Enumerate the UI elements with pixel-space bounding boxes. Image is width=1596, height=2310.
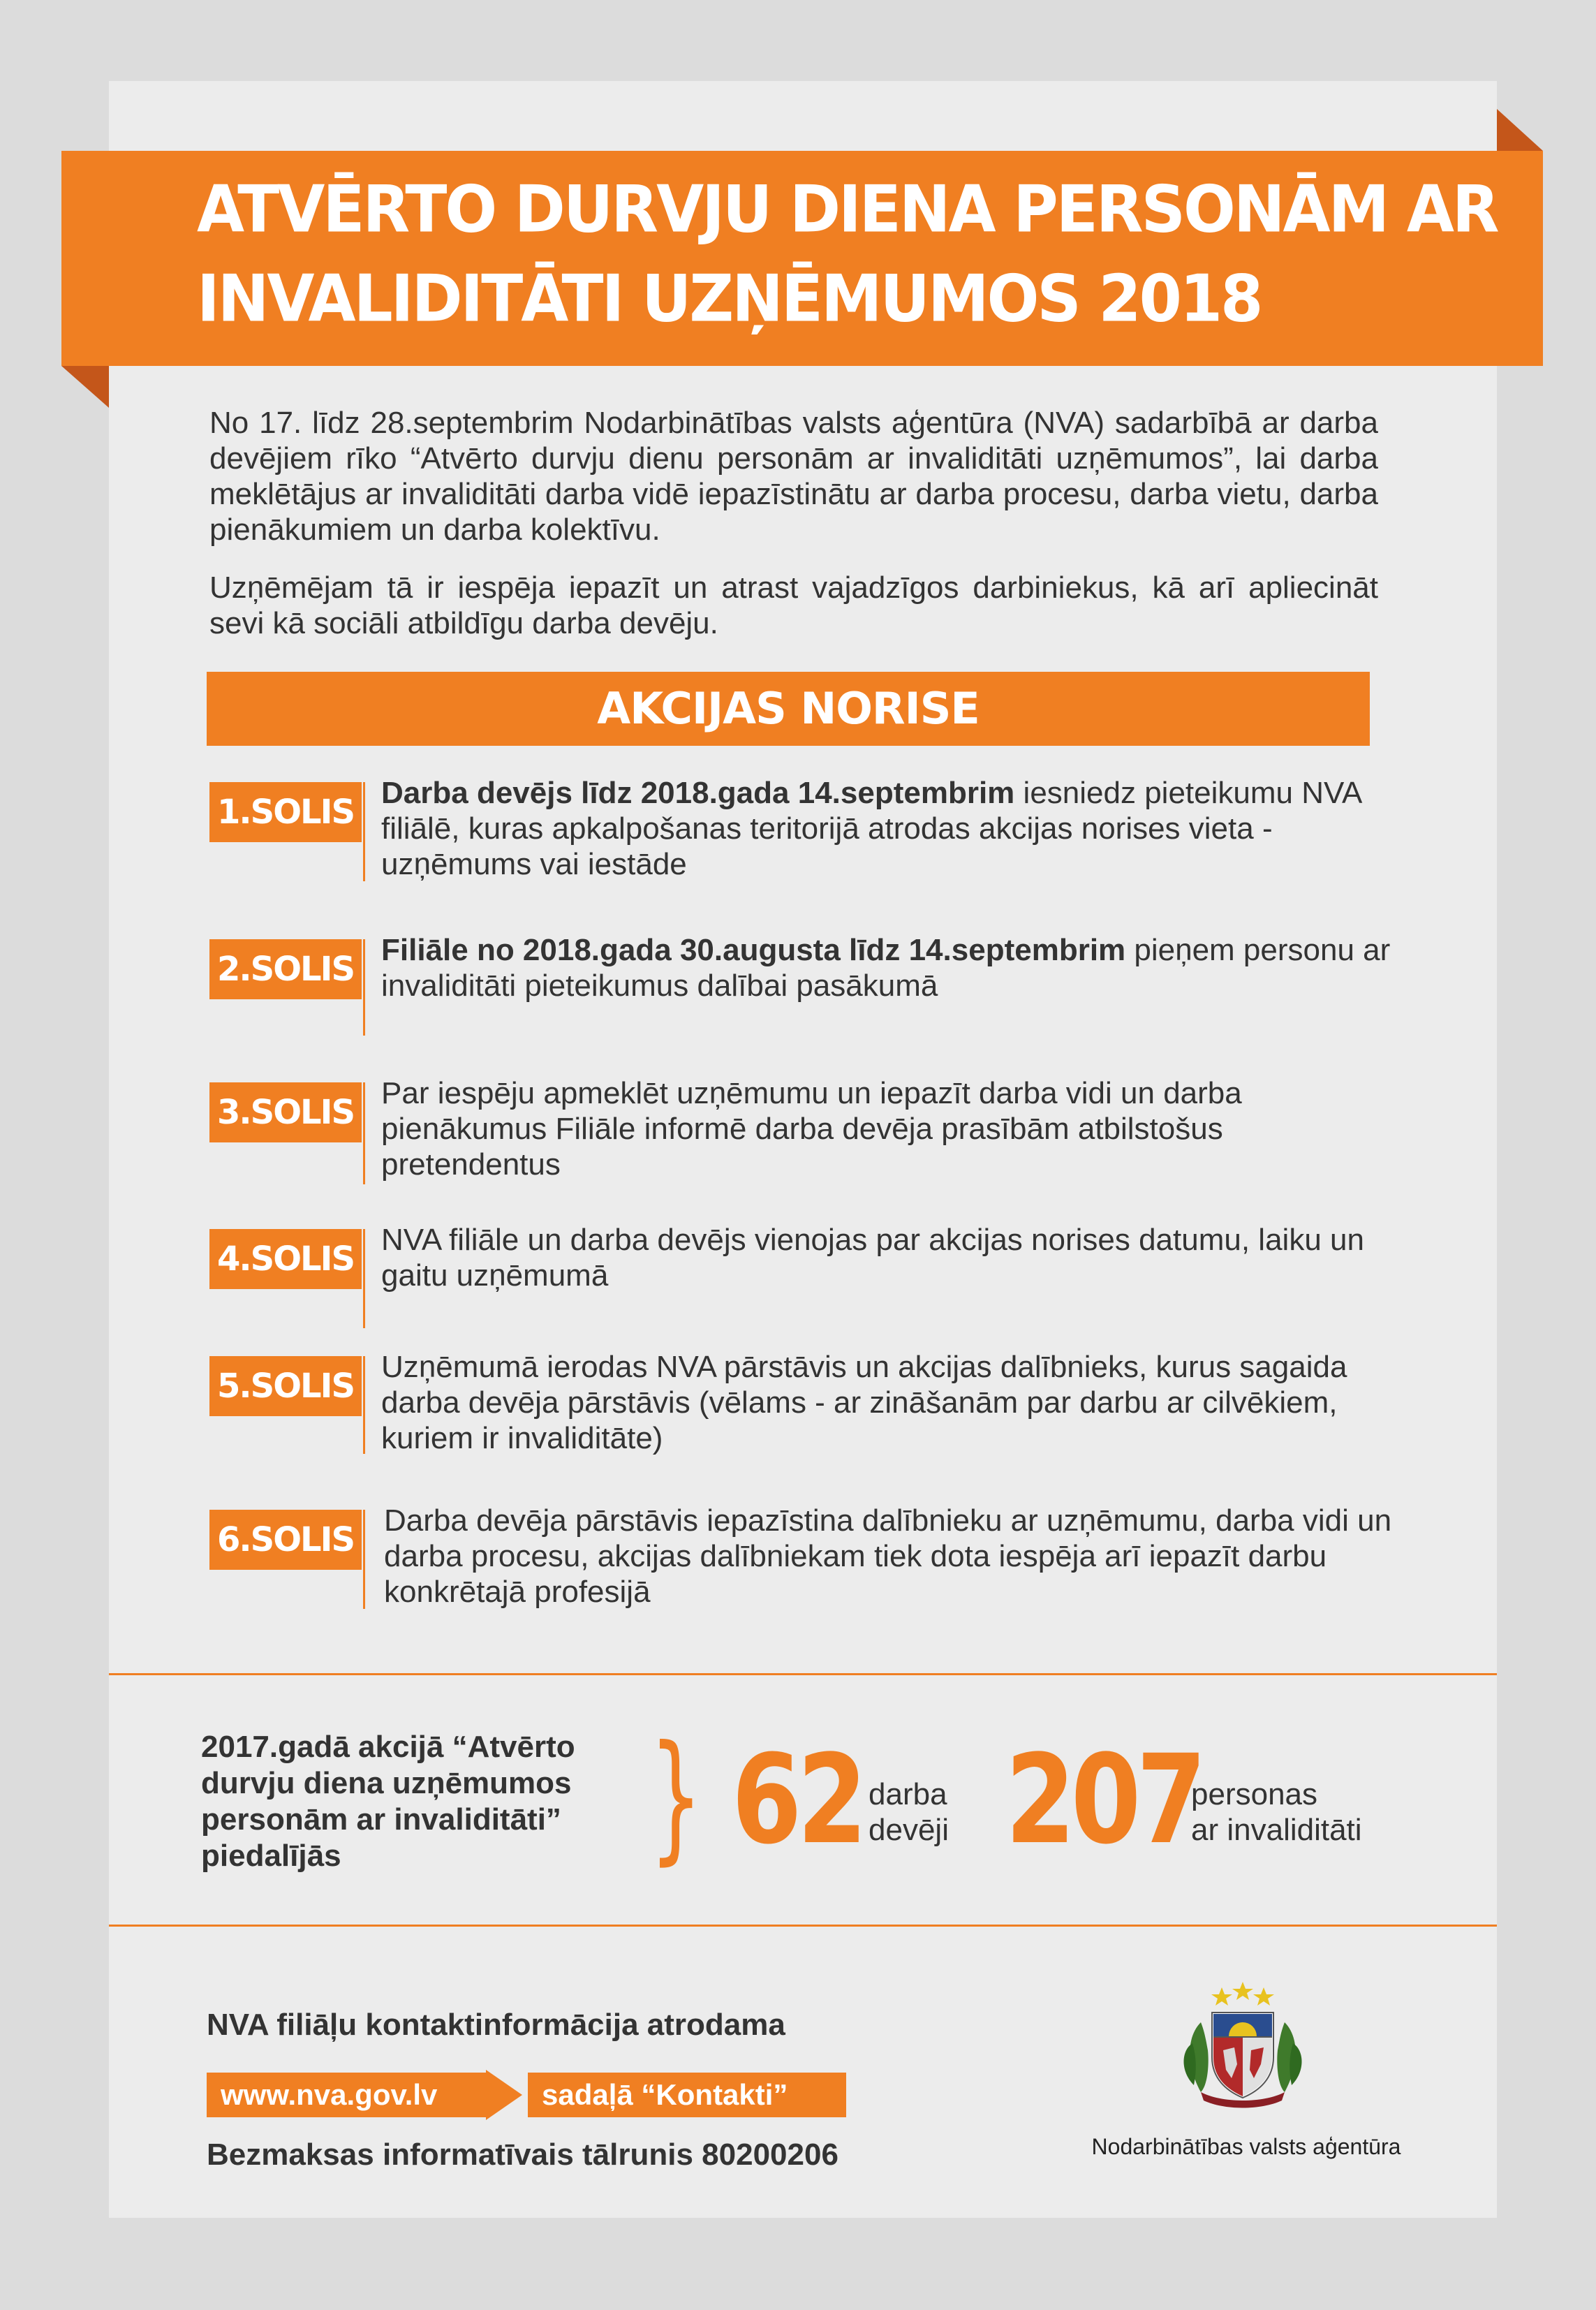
contacts-section-label: sadaļā “Kontakti” xyxy=(528,2073,846,2117)
step-badge: 1.SOLIS xyxy=(209,782,362,842)
step-divider-line xyxy=(363,782,365,881)
step-body-text: Uzņēmumā ierodas NVA pārstāvis un akcijas dalībnieks, kurus sagaida darba devēja pārstāvis (vēlams - ar zināšanām par darbu ar cilvēkiem, kuriem ir invaliditāte) xyxy=(381,1350,1347,1455)
intro-paragraph-1: No 17. līdz 28.septembrim Nodarbinātības valsts aģentūra (NVA) sadarbībā ar darba devējiem rīko “Atvērto durvju dienu personām ar invaliditāti uzņēmumos”, lai darba meklētājus ar invaliditāti darba vidē iepazīstinātu ar darba procesu, darba vietu, darba pienākumiem un darba kolektīvu. xyxy=(209,406,1378,547)
step-bold-text: Filiāle no 2018.gada 30.augusta līdz 14.septembrim xyxy=(381,933,1126,967)
step-body-text: Par iespēju apmeklēt uzņēmumu un iepazīt darba vidi un darba pienākumus Filiāle informē darba devēja prasībām atbilstošus pretendentus xyxy=(381,1076,1242,1182)
step-text xyxy=(381,1349,1394,1456)
step-badge: 6.SOLIS xyxy=(209,1510,362,1570)
step-divider-line xyxy=(363,1082,365,1184)
step-divider-line xyxy=(363,1229,365,1328)
step-text xyxy=(384,1503,1396,1610)
step-text xyxy=(381,1222,1394,1293)
intro-text xyxy=(209,405,1378,663)
website-link[interactable]: www.nva.gov.lv xyxy=(207,2073,486,2117)
divider-bottom xyxy=(109,1925,1497,1927)
step-divider-line xyxy=(363,1510,365,1609)
employers-label-line-1: darba xyxy=(869,1777,947,1811)
banner-fold-right xyxy=(1497,109,1543,151)
step-bold-text: Darba devējs līdz 2018.gada 14.septembrim xyxy=(381,776,1015,810)
latvia-coat-of-arms-icon xyxy=(1173,1980,1313,2113)
arrow-right-icon xyxy=(486,2070,522,2120)
banner-fold-left xyxy=(61,366,109,408)
step-body-text: pieņem personu ar invaliditāti pieteikumus dalībai pasākumā xyxy=(381,933,1391,1003)
employers-label-line-2: devēji xyxy=(869,1813,949,1847)
intro-paragraph-2: Uzņēmējam tā ir iespēja iepazīt un atrast vajadzīgos darbiniekus, kā arī apliecināt sevi kā sociāli atbildīgu darba devēju. xyxy=(209,571,1378,640)
step-badge: 5.SOLIS xyxy=(209,1356,362,1416)
hotline-text: Bezmaksas informatīvais tālrunis 80200206 xyxy=(207,2138,838,2172)
title-line-2: INVALIDITĀTI UZŅĒMUMOS 2018 xyxy=(197,260,1262,337)
stats-brace: } xyxy=(649,1716,703,1878)
persons-count: 207 xyxy=(1005,1728,1202,1871)
divider-top xyxy=(109,1673,1497,1675)
step-divider-line xyxy=(363,939,365,1036)
employers-count: 62 xyxy=(732,1728,863,1871)
agency-name: Nodarbinātības valsts aģentūra xyxy=(1091,2134,1401,2159)
stats-label: 2017.gadā akcijā “Atvērto durvju diena uzņēmumos personām ar invaliditāti” piedalījās xyxy=(201,1730,575,1873)
step-divider-line xyxy=(363,1356,365,1454)
step-body-text: Darba devēja pārstāvis iepazīstina dalībnieku ar uzņēmumu, darba vidi un darba procesu, akcijas dalībniekam tiek dota iespēja arī iepazīt darbu konkrētajā profesijā xyxy=(384,1503,1392,1609)
page-title xyxy=(197,165,1509,344)
step-body-text: NVA filiāle un darba devējs vienojas par akcijas norises datumu, laiku un gaitu uzņēmumā xyxy=(381,1223,1364,1293)
persons-label-line-2: ar invaliditāti xyxy=(1191,1813,1362,1847)
step-body-text: iesniedz pieteikumu NVA filiālē, kuras apkalpošanas teritorijā atrodas akcijas norises vieta - uzņēmums vai iestāde xyxy=(381,776,1361,881)
employers-label xyxy=(869,1776,949,1848)
step-text xyxy=(381,775,1394,882)
contact-heading: NVA filiāļu kontaktinformācija atrodama xyxy=(207,2008,785,2042)
title-line-1: ATVĒRTO DURVJU DIENA PERSONĀM AR xyxy=(197,171,1498,247)
persons-label xyxy=(1191,1776,1362,1848)
step-badge: 2.SOLIS xyxy=(209,939,362,999)
step-badge: 3.SOLIS xyxy=(209,1082,362,1142)
step-text xyxy=(381,932,1394,1003)
step-badge: 4.SOLIS xyxy=(209,1229,362,1289)
step-text xyxy=(381,1075,1394,1182)
persons-label-line-1: personas xyxy=(1191,1777,1318,1811)
section-title: AKCIJAS NORISE xyxy=(207,672,1370,746)
